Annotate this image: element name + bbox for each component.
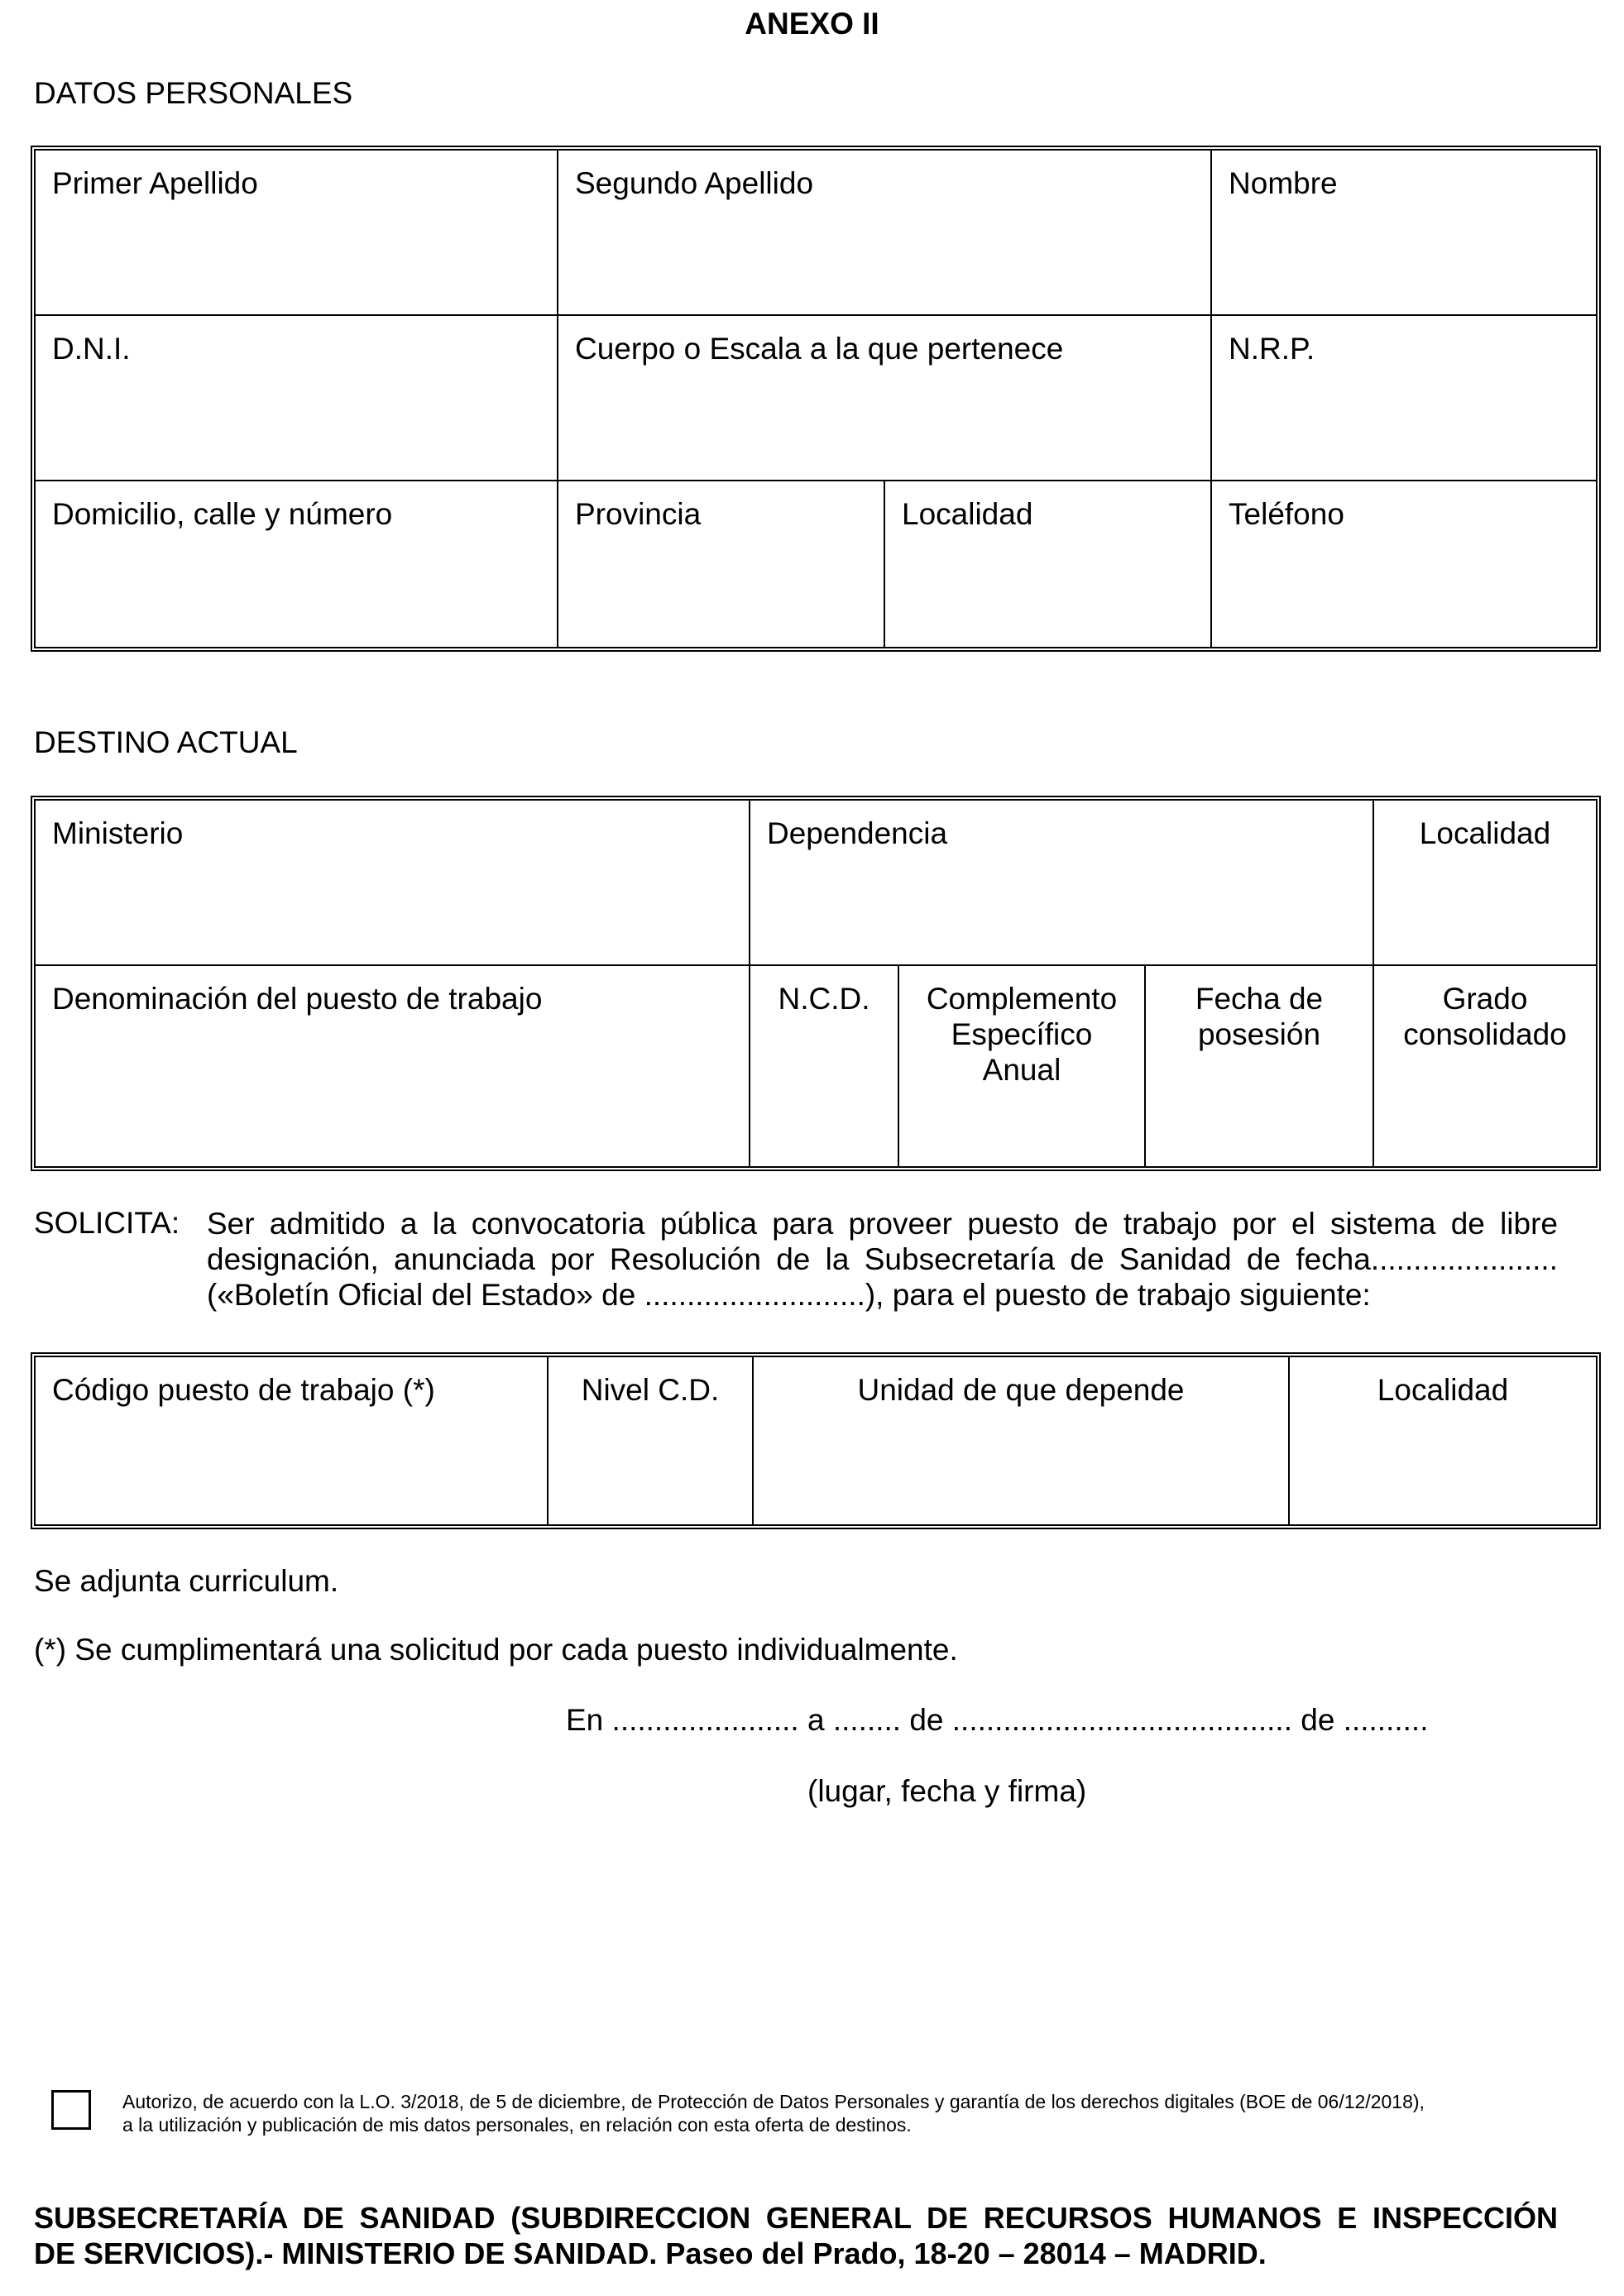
field-nrp[interactable]: N.R.P.	[1212, 316, 1596, 481]
place-date-line[interactable]: En ...................... a ........ de ........................................ de ..........	[566, 1703, 1429, 1737]
field-nivel-cd[interactable]: Nivel C.D.	[549, 1357, 754, 1524]
authorization-line: a la utilización y publicación de mis datos personales, en relación con esta oferta de destinos.	[122, 2114, 912, 2136]
table-row	[36, 1357, 1596, 1524]
document-title: ANEXO II	[745, 7, 879, 41]
field-ncd[interactable]: N.C.D.	[750, 966, 899, 1166]
field-grado-consolidado[interactable]: Grado consolidado	[1403, 982, 1567, 1051]
field-segundo-apellido[interactable]: Segundo Apellido	[558, 151, 1212, 316]
solicita-text	[207, 1206, 1558, 1313]
solicita-line: («Boletín Oficial del Estado» de ..........................), para el puesto de trabajo siguiente:	[207, 1278, 1371, 1312]
field-nombre[interactable]: Nombre	[1212, 151, 1596, 316]
table-row	[36, 316, 1596, 481]
table-row	[36, 481, 1596, 647]
authorization-line: Autorizo, de acuerdo con la L.O. 3/2018, de 5 de diciembre, de Protección de Datos Personales y garantía de los derechos digitales (BOE de 06/12/2018),	[122, 2091, 1425, 2112]
curriculum-note: Se adjunta curriculum.	[34, 1564, 339, 1598]
field-localidad-puesto[interactable]: Localidad	[1377, 1373, 1509, 1407]
table-row	[36, 801, 1596, 966]
field-complemento-especifico[interactable]: Complemento Específico Anual	[899, 966, 1146, 1166]
field-denominacion-puesto[interactable]: Denominación del puesto de trabajo	[36, 966, 750, 1166]
table-row	[36, 966, 1596, 1166]
solicita-label: SOLICITA:	[34, 1206, 180, 1240]
field-primer-apellido[interactable]: Primer Apellido	[36, 151, 558, 316]
authorization-text	[122, 2090, 1529, 2136]
field-dependencia[interactable]: Dependencia	[750, 801, 1374, 966]
asterisk-note: (*) Se cumplimentará una solicitud por cada puesto individualmente.	[34, 1633, 958, 1667]
section-heading-destino-actual: DESTINO ACTUAL	[34, 725, 298, 759]
authorization-checkbox[interactable]	[51, 2090, 91, 2130]
field-dni[interactable]: D.N.I.	[36, 316, 558, 481]
field-codigo-puesto[interactable]: Código puesto de trabajo (*)	[36, 1357, 549, 1524]
field-unidad-depende[interactable]: Unidad de que depende	[754, 1357, 1290, 1524]
field-telefono[interactable]: Teléfono	[1229, 497, 1344, 531]
field-localidad[interactable]: Localidad	[885, 481, 1212, 647]
solicita-line: designación, anunciada por Resolución de la Subsecretaría de Sanidad de fecha......................	[207, 1242, 1558, 1276]
footer-line: DE SERVICIOS).- MINISTERIO DE SANIDAD. Paseo del Prado, 18-20 – 28014 – MADRID.	[34, 2236, 1267, 2270]
table-row	[36, 151, 1596, 316]
footer-line: SUBSECRETARÍA DE SANIDAD (SUBDIRECCION GENERAL DE RECURSOS HUMANOS E INSPECCIÓN	[34, 2201, 1558, 2235]
field-localidad-destino[interactable]: Localidad	[1374, 801, 1596, 966]
field-cuerpo-escala[interactable]: Cuerpo o Escala a la que pertenece	[558, 316, 1212, 481]
datos-personales-table	[31, 146, 1601, 652]
field-ministerio[interactable]: Ministerio	[36, 801, 750, 966]
field-fecha-posesion[interactable]: Fecha de posesión	[1146, 966, 1374, 1166]
destino-actual-table	[31, 796, 1601, 1171]
puesto-solicitado-table	[31, 1352, 1601, 1529]
field-provincia[interactable]: Provincia	[558, 481, 885, 647]
section-heading-datos-personales: DATOS PERSONALES	[34, 76, 353, 110]
solicita-line: Ser admitido a la convocatoria pública para proveer puesto de trabajo por el sistema de libre	[207, 1207, 1558, 1241]
signature-caption: (lugar, fecha y firma)	[807, 1774, 1087, 1808]
field-domicilio[interactable]: Domicilio, calle y número	[36, 481, 558, 647]
footer-address	[34, 2200, 1558, 2271]
